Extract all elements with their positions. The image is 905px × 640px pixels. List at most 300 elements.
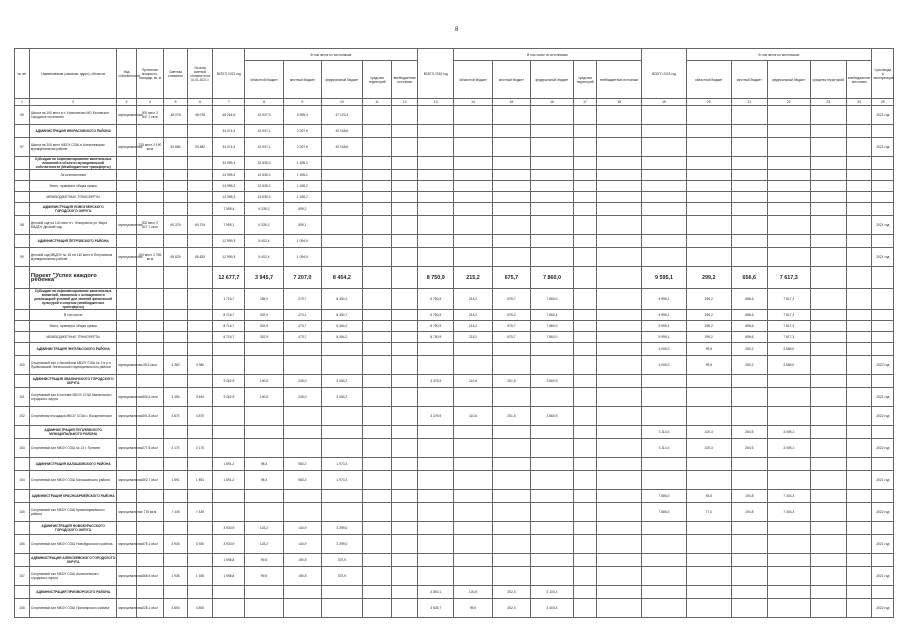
value-cell bbox=[597, 321, 642, 332]
value-cell bbox=[531, 192, 574, 203]
value-cell bbox=[597, 356, 642, 375]
value-cell: 595,2 bbox=[283, 203, 321, 216]
value-cell bbox=[492, 125, 530, 138]
value-cell: 255,0 bbox=[245, 289, 283, 310]
value-cell bbox=[872, 181, 894, 192]
value-cell bbox=[846, 157, 872, 170]
summary-row bbox=[15, 321, 894, 332]
value-cell bbox=[164, 267, 187, 289]
value-cell bbox=[642, 181, 687, 192]
value-cell: 12 999,3 bbox=[213, 248, 245, 267]
value-cell bbox=[492, 106, 530, 125]
value-cell: 8 750,9 bbox=[418, 267, 454, 289]
header-cost: Сметная стоимость bbox=[164, 49, 187, 99]
value-cell bbox=[573, 522, 596, 535]
value-cell bbox=[418, 216, 454, 235]
value-cell bbox=[872, 289, 894, 310]
value-cell: муниципальная bbox=[117, 248, 136, 267]
value-cell bbox=[642, 138, 687, 157]
value-cell bbox=[810, 192, 846, 203]
value-cell bbox=[454, 181, 492, 192]
value-cell bbox=[642, 535, 687, 554]
value-cell bbox=[164, 235, 187, 248]
value-cell bbox=[767, 535, 810, 554]
value-cell bbox=[597, 216, 642, 235]
value-cell bbox=[846, 235, 872, 248]
value-cell: 656,6 bbox=[731, 267, 767, 289]
value-cell: 48 078 bbox=[187, 106, 213, 125]
value-cell bbox=[362, 216, 392, 235]
value-cell bbox=[573, 203, 596, 216]
value-cell bbox=[731, 170, 767, 181]
value-cell bbox=[136, 235, 164, 248]
value-cell: 3 462,9 bbox=[213, 375, 245, 388]
value-cell: 3 103,3 bbox=[531, 586, 574, 599]
header-src: местный бюджет bbox=[731, 61, 767, 99]
value-cell bbox=[810, 490, 846, 503]
value-cell: 2022 год bbox=[872, 356, 894, 375]
row-number-cell bbox=[15, 332, 30, 343]
value-cell bbox=[810, 586, 846, 599]
value-cell bbox=[492, 458, 530, 471]
value-cell bbox=[164, 125, 187, 138]
value-cell: 200 мест 2 847,7 кв.м bbox=[136, 106, 164, 125]
value-cell bbox=[492, 157, 530, 170]
value-cell bbox=[731, 535, 767, 554]
value-cell bbox=[872, 157, 894, 170]
row-name-cell: Спортивный зал МБОУ СОШ Алексеевского городского округа bbox=[29, 567, 116, 586]
value-cell bbox=[392, 567, 418, 586]
value-cell: 675,2 bbox=[492, 310, 530, 321]
value-cell: 1 094,9 bbox=[283, 235, 321, 248]
project-row bbox=[15, 267, 894, 289]
value-cell bbox=[136, 332, 164, 343]
value-cell bbox=[846, 471, 872, 490]
header-total-2022: ВСЕГО 2022 год bbox=[418, 49, 454, 99]
value-cell bbox=[187, 343, 213, 356]
value-cell bbox=[846, 503, 872, 522]
value-cell bbox=[187, 289, 213, 310]
value-cell bbox=[492, 426, 530, 439]
value-cell bbox=[531, 458, 574, 471]
value-cell bbox=[362, 106, 392, 125]
value-cell bbox=[531, 106, 574, 125]
value-cell bbox=[164, 458, 187, 471]
column-number: 2 bbox=[29, 99, 116, 106]
value-cell: 34 995,3 bbox=[213, 157, 245, 170]
value-cell bbox=[492, 503, 530, 522]
value-cell bbox=[283, 343, 321, 356]
row-name-cell: Спортивный зал МБОУ СОШ Балашовского района bbox=[29, 471, 116, 490]
value-cell: 98,4 bbox=[245, 458, 283, 471]
row-name-cell: Спортивный зал МБОУ СОШ Красноармейского района bbox=[29, 503, 116, 522]
value-cell bbox=[362, 248, 392, 267]
column-number: 17 bbox=[573, 99, 596, 106]
value-cell: 305,4 кв.м bbox=[136, 388, 164, 407]
row-number-cell bbox=[15, 125, 30, 138]
value-cell bbox=[322, 192, 363, 203]
value-cell bbox=[767, 235, 810, 248]
value-cell bbox=[531, 203, 574, 216]
value-cell bbox=[767, 106, 810, 125]
value-cell bbox=[731, 235, 767, 248]
value-cell bbox=[872, 235, 894, 248]
value-cell bbox=[686, 157, 731, 170]
value-cell: 3 170 bbox=[187, 439, 213, 458]
value-cell: 9 595,1 bbox=[642, 310, 687, 321]
value-cell bbox=[418, 567, 454, 586]
value-cell bbox=[846, 321, 872, 332]
row-name-cell: АДМИНИСТРАЦИЯ НЕКРАСОВСКОГО РАЙОНА bbox=[29, 125, 116, 138]
value-cell bbox=[418, 235, 454, 248]
value-cell bbox=[136, 522, 164, 535]
value-cell bbox=[810, 125, 846, 138]
value-cell bbox=[418, 248, 454, 267]
value-cell bbox=[846, 125, 872, 138]
value-cell: 1 891,2 bbox=[213, 471, 245, 490]
value-cell bbox=[187, 490, 213, 503]
object-row bbox=[15, 599, 894, 618]
value-cell: муниципальная bbox=[117, 356, 136, 375]
value-cell bbox=[187, 310, 213, 321]
value-cell bbox=[686, 375, 731, 388]
value-cell bbox=[164, 332, 187, 343]
header-total-2023: ВСЕГО 2023 год bbox=[642, 49, 687, 99]
value-cell: муниципальная bbox=[117, 388, 136, 407]
value-cell bbox=[846, 192, 872, 203]
value-cell: 4 380 bbox=[187, 356, 213, 375]
value-cell: 3 475,9 bbox=[418, 375, 454, 388]
value-cell: 12 677,7 bbox=[213, 267, 245, 289]
value-cell: 3 930 bbox=[164, 535, 187, 554]
row-number-cell bbox=[15, 267, 30, 289]
value-cell bbox=[362, 503, 392, 522]
value-cell bbox=[492, 554, 530, 567]
summary-row bbox=[15, 375, 894, 388]
value-cell bbox=[418, 439, 454, 458]
value-cell bbox=[810, 535, 846, 554]
value-cell: 656,6 bbox=[731, 321, 767, 332]
value-cell: 7 617,3 bbox=[767, 267, 810, 289]
value-cell bbox=[846, 375, 872, 388]
value-cell bbox=[187, 125, 213, 138]
value-cell bbox=[731, 125, 767, 138]
object-row bbox=[15, 248, 894, 267]
value-cell bbox=[136, 310, 164, 321]
value-cell bbox=[531, 235, 574, 248]
value-cell bbox=[686, 170, 731, 181]
value-cell bbox=[418, 106, 454, 125]
value-cell bbox=[117, 125, 136, 138]
value-cell: 8 716,7 bbox=[213, 310, 245, 321]
value-cell bbox=[597, 248, 642, 267]
value-cell bbox=[531, 216, 574, 235]
value-cell bbox=[187, 235, 213, 248]
value-cell: 12 999,3 bbox=[213, 235, 245, 248]
header-src: областной бюджет bbox=[454, 61, 492, 99]
value-cell bbox=[846, 522, 872, 535]
row-number-cell: 108 bbox=[15, 599, 30, 618]
value-cell bbox=[322, 157, 363, 170]
value-cell: 12 835,3 bbox=[245, 181, 283, 192]
value-cell: 20 048,6 bbox=[322, 125, 363, 138]
value-cell bbox=[213, 343, 245, 356]
value-cell: муниципальная bbox=[117, 216, 136, 235]
row-number-cell bbox=[15, 203, 30, 216]
value-cell: 473,1 bbox=[283, 310, 321, 321]
value-cell bbox=[136, 343, 164, 356]
value-cell bbox=[810, 181, 846, 192]
value-cell bbox=[686, 138, 731, 157]
summary-row bbox=[15, 522, 894, 535]
value-cell: 14 995,3 bbox=[213, 181, 245, 192]
value-cell bbox=[117, 343, 136, 356]
value-cell bbox=[245, 407, 283, 426]
value-cell bbox=[531, 503, 574, 522]
column-number: 6 bbox=[187, 99, 213, 106]
value-cell bbox=[454, 343, 492, 356]
summary-row bbox=[15, 426, 894, 439]
value-cell: 8 454,2 bbox=[322, 289, 363, 310]
row-name-cell: АДМИНИСТРАЦИЯ ПРИОВОРСКОГО РАЙОНА bbox=[29, 586, 116, 599]
summary-row bbox=[15, 343, 894, 356]
column-number: 18 bbox=[597, 99, 642, 106]
value-cell bbox=[846, 170, 872, 181]
row-name-cell: АДМИНИСТРАЦИЯ ПУГАЧЕВСКОГО МУНИЦИПАЛЬНОГО РАЙОНА bbox=[29, 426, 116, 439]
summary-row bbox=[15, 125, 894, 138]
value-cell: 7 617,3 bbox=[767, 310, 810, 321]
value-cell bbox=[213, 439, 245, 458]
value-cell bbox=[213, 407, 245, 426]
value-cell bbox=[187, 203, 213, 216]
value-cell bbox=[322, 170, 363, 181]
value-cell bbox=[117, 554, 136, 567]
value-cell: 215,2 bbox=[454, 267, 492, 289]
value-cell bbox=[846, 426, 872, 439]
value-cell bbox=[731, 157, 767, 170]
row-number-cell bbox=[15, 310, 30, 321]
value-cell bbox=[597, 586, 642, 599]
value-cell bbox=[136, 375, 164, 388]
value-cell bbox=[187, 321, 213, 332]
value-cell bbox=[245, 343, 283, 356]
value-cell: 583,2 bbox=[283, 471, 321, 490]
value-cell bbox=[392, 192, 418, 203]
value-cell: 3 399,0 bbox=[322, 535, 363, 554]
value-cell bbox=[642, 375, 687, 388]
value-cell bbox=[362, 407, 392, 426]
value-cell: 3 462,9 bbox=[213, 388, 245, 407]
value-cell: 3 930,9 bbox=[213, 535, 245, 554]
value-cell bbox=[846, 599, 872, 618]
value-cell bbox=[136, 586, 164, 599]
value-cell bbox=[245, 599, 283, 618]
value-cell: 4 005,0 bbox=[642, 356, 687, 375]
value-cell: 4 005,0 bbox=[642, 343, 687, 356]
value-cell bbox=[810, 310, 846, 321]
value-cell: муниципальная bbox=[117, 567, 136, 586]
summary-row bbox=[15, 289, 894, 310]
value-cell: 3 170 bbox=[164, 439, 187, 458]
value-cell bbox=[767, 170, 810, 181]
value-cell bbox=[810, 407, 846, 426]
row-number-cell bbox=[15, 192, 30, 203]
column-number: 16 bbox=[531, 99, 574, 106]
value-cell bbox=[872, 490, 894, 503]
value-cell: 3 454,2 bbox=[322, 375, 363, 388]
header-group-3: В том числе по источникам: bbox=[686, 49, 872, 61]
value-cell bbox=[362, 439, 392, 458]
value-cell: 3 800 bbox=[187, 599, 213, 618]
value-cell bbox=[362, 426, 392, 439]
value-cell bbox=[454, 356, 492, 375]
row-name-cell: АДМИНИСТРАЦИЯ АЛЕКСЕЕВСКОГО ГОРОДСКОГО ОКРУГА bbox=[29, 554, 116, 567]
summary-row bbox=[15, 192, 894, 203]
row-name-cell: МЕЖБЮДЖЕТНЫЕ ТРАНСФЕРТЫ bbox=[29, 192, 116, 203]
value-cell bbox=[686, 522, 731, 535]
value-cell bbox=[731, 192, 767, 203]
header-src: внебюджетные источники bbox=[846, 61, 872, 99]
value-cell bbox=[164, 522, 187, 535]
value-cell bbox=[187, 426, 213, 439]
value-cell bbox=[573, 321, 596, 332]
value-cell bbox=[531, 181, 574, 192]
value-cell bbox=[846, 554, 872, 567]
value-cell bbox=[573, 248, 596, 267]
value-cell bbox=[392, 125, 418, 138]
value-cell: 10 947,9 bbox=[245, 106, 283, 125]
value-cell bbox=[573, 503, 596, 522]
value-cell bbox=[362, 321, 392, 332]
value-cell: 48 264,5 bbox=[213, 106, 245, 125]
header-group-1: В том числе по источникам: bbox=[245, 49, 418, 61]
value-cell bbox=[686, 599, 731, 618]
value-cell bbox=[597, 567, 642, 586]
value-cell bbox=[573, 192, 596, 203]
value-cell bbox=[597, 203, 642, 216]
value-cell bbox=[392, 407, 418, 426]
row-name-cell: Школа на 200 мест МБОУ СОШ в Алексеевском муниципальном районе bbox=[29, 138, 116, 157]
value-cell bbox=[283, 407, 321, 426]
value-cell bbox=[872, 125, 894, 138]
value-cell bbox=[810, 203, 846, 216]
value-cell bbox=[392, 106, 418, 125]
value-cell bbox=[164, 157, 187, 170]
value-cell bbox=[573, 567, 596, 586]
value-cell bbox=[392, 522, 418, 535]
value-cell: 103,2 bbox=[245, 535, 283, 554]
value-cell bbox=[686, 458, 731, 471]
value-cell: муниципальная bbox=[117, 106, 136, 125]
value-cell: 1 495,2 bbox=[283, 157, 321, 170]
value-cell: 7 617,3 bbox=[767, 321, 810, 332]
value-cell bbox=[597, 170, 642, 181]
value-cell bbox=[597, 503, 642, 522]
value-cell: 94,8 bbox=[686, 490, 731, 503]
value-cell: 7 403,3 bbox=[767, 503, 810, 522]
value-cell bbox=[573, 157, 596, 170]
value-cell bbox=[597, 267, 642, 289]
value-cell bbox=[454, 567, 492, 586]
value-cell bbox=[810, 106, 846, 125]
value-cell: 1 891 bbox=[164, 471, 187, 490]
value-cell bbox=[117, 490, 136, 503]
value-cell bbox=[642, 235, 687, 248]
value-cell bbox=[686, 407, 731, 426]
row-name-cell: Спортивный зал МБОУ СОШ Приоворского района bbox=[29, 599, 116, 618]
value-cell: 7 685,0 bbox=[642, 503, 687, 522]
value-cell: 12 835,3 bbox=[245, 170, 283, 181]
column-number: 14 bbox=[454, 99, 492, 106]
value-cell: 99,5 bbox=[245, 554, 283, 567]
value-cell bbox=[454, 458, 492, 471]
value-cell bbox=[164, 203, 187, 216]
row-name-cell: Субсидии на софинансирование капитальных вложений, связанных с оснащением и реализацией условий для занятий физической культурой и спортом (межбюджетные трансферты) bbox=[29, 289, 116, 310]
object-row bbox=[15, 471, 894, 490]
value-cell bbox=[418, 388, 454, 407]
value-cell bbox=[362, 181, 392, 192]
value-cell bbox=[418, 356, 454, 375]
value-cell bbox=[872, 375, 894, 388]
value-cell bbox=[492, 567, 530, 586]
value-cell: 277,8 кв.м bbox=[136, 439, 164, 458]
row-name-cell: АДМИНИСТРАЦИЯ ХВАЛЫНСКОГО ГОРОДСКОГО ОКРУГА bbox=[29, 375, 116, 388]
row-name-cell: Школа на 100 мест в с. Новоселово МО Беловское Городское поселение bbox=[29, 106, 116, 125]
column-number: 25 bbox=[872, 99, 894, 106]
value-cell bbox=[392, 248, 418, 267]
value-cell bbox=[872, 310, 894, 321]
value-cell: 3 114,0 bbox=[642, 439, 687, 458]
value-cell bbox=[642, 567, 687, 586]
row-number-cell bbox=[15, 458, 30, 471]
value-cell bbox=[213, 356, 245, 375]
value-cell bbox=[213, 599, 245, 618]
value-cell bbox=[418, 554, 454, 567]
row-name-cell: Субсидии на софинансирование капитальных вложений в объекты муниципальной собственности (Межбюджетные трансферты) bbox=[29, 157, 116, 170]
value-cell bbox=[136, 192, 164, 203]
value-cell bbox=[531, 554, 574, 567]
value-cell bbox=[642, 554, 687, 567]
value-cell: 2022 год bbox=[872, 439, 894, 458]
value-cell: 264,5 bbox=[731, 439, 767, 458]
value-cell bbox=[418, 192, 454, 203]
value-cell bbox=[117, 235, 136, 248]
value-cell bbox=[136, 554, 164, 567]
value-cell bbox=[362, 356, 392, 375]
value-cell bbox=[117, 157, 136, 170]
value-cell bbox=[686, 567, 731, 586]
header-deadline: Срок ввода в эксплуатацию bbox=[872, 49, 894, 99]
value-cell bbox=[686, 235, 731, 248]
value-cell bbox=[810, 388, 846, 407]
value-cell bbox=[187, 522, 213, 535]
value-cell: 8 716,7 bbox=[213, 321, 245, 332]
value-cell: 103,2 bbox=[245, 522, 283, 535]
column-number: 7 bbox=[213, 99, 245, 106]
value-cell bbox=[392, 170, 418, 181]
header-src: внебюджетные источники bbox=[392, 61, 418, 99]
value-cell bbox=[392, 439, 418, 458]
value-cell bbox=[392, 426, 418, 439]
row-name-cell: Детский сад МБДОУ № 18 на 140 мест в Петровском муниципальном районе bbox=[29, 248, 116, 267]
value-cell bbox=[322, 407, 363, 426]
value-cell bbox=[454, 170, 492, 181]
value-cell bbox=[392, 599, 418, 618]
value-cell bbox=[392, 375, 418, 388]
value-cell bbox=[392, 490, 418, 503]
value-cell bbox=[454, 535, 492, 554]
value-cell bbox=[392, 235, 418, 248]
